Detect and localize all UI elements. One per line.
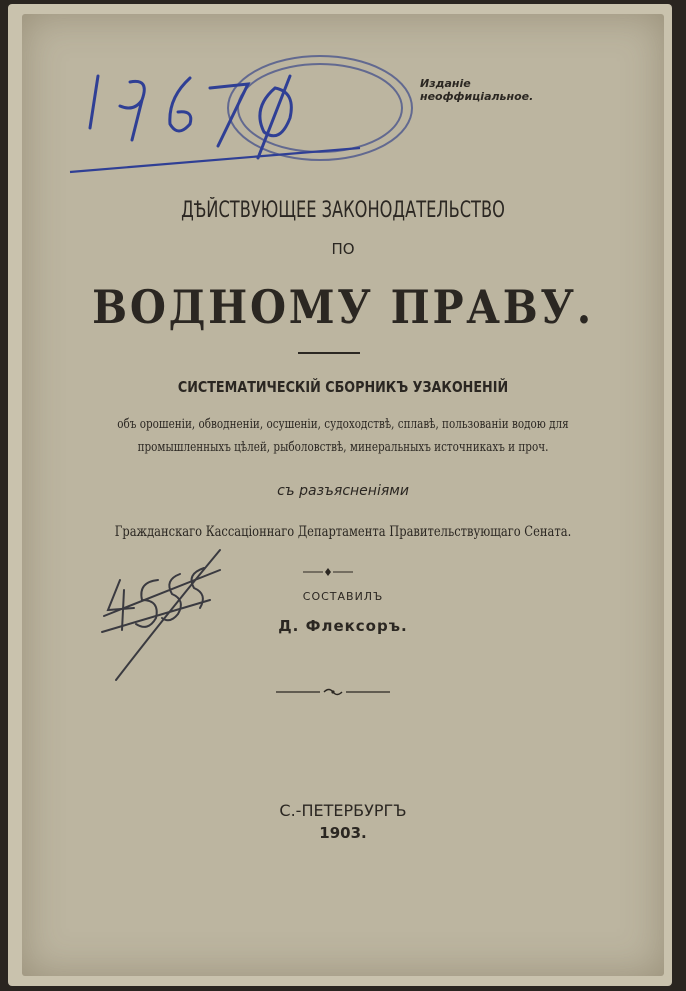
year-imprint: 1903. xyxy=(319,824,367,842)
title-rule-divider xyxy=(298,352,360,354)
subtitle-heading: СИСТЕМАТИЧЕСКІЙ СБОРНИКЪ УЗАКОНЕНІЙ xyxy=(177,378,509,396)
library-stamp-and-accession-number xyxy=(60,48,420,178)
handwritten-number xyxy=(90,76,291,158)
author-name: Д. Флексоръ. xyxy=(278,617,408,635)
small-ornament-divider xyxy=(303,568,353,576)
ornament-divider xyxy=(276,687,390,697)
library-stamp xyxy=(228,56,412,160)
pencil-shelf-mark xyxy=(100,540,240,690)
subtitle-line-2: объ орошеніи, обводненіи, осушеніи, судоходствѣ, сплавѣ, пользованіи водою для xyxy=(117,417,569,432)
subtitle-line-3: промышленныхъ цѣлей, рыболовствѣ, минеральныхъ источникахъ и проч. xyxy=(137,440,549,455)
explanations-line: съ разъясненіями xyxy=(277,483,409,499)
title-line-1: ДѢЙСТВУЮЩЕЕ ЗАКОНОДАТЕЛЬСТВО xyxy=(181,198,505,223)
city-imprint: С.-ПЕТЕРБУРГЪ xyxy=(279,801,407,820)
main-title: ВОДНОМУ ПРАВУ. xyxy=(92,280,594,334)
title-line-2: ПО xyxy=(331,240,355,258)
compiled-by-label: СОСТАВИЛЪ xyxy=(302,590,384,603)
edition-note: Изданіе неоффиціальное. xyxy=(420,77,534,103)
court-line: Гражданскаго Кассаціоннаго Департамента Правительствующаго Сената. xyxy=(114,524,572,540)
